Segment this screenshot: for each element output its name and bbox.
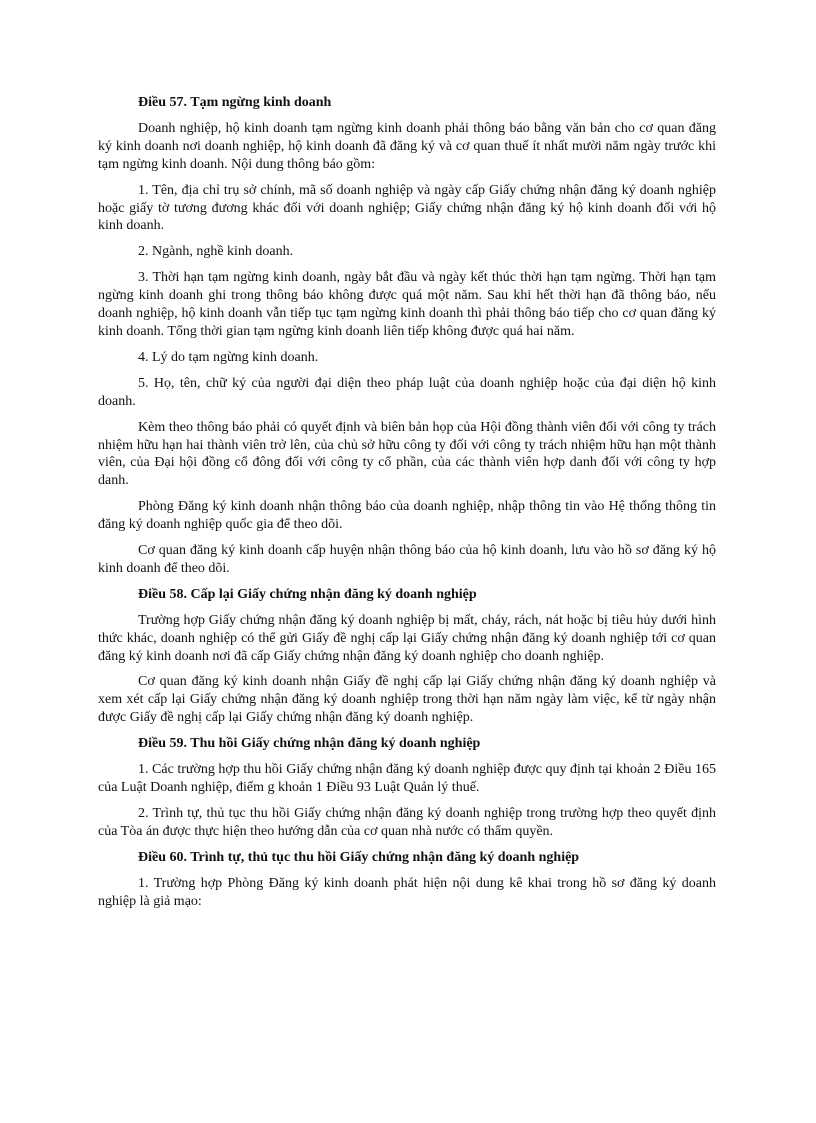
article-57-paragraph-1: Doanh nghiệp, hộ kinh doanh tạm ngừng kinh doanh phải thông báo bằng văn bản cho cơ quan đăng ký kinh doanh nơi doanh nghiệp, hộ kinh doanh đã đăng ký và cơ quan thuế ít nhất mười năm ngày trước khi tạm ngừng kinh doanh. Nội dung thông báo gồm:: [98, 120, 716, 172]
article-57-paragraph-9: Cơ quan đăng ký kinh doanh cấp huyện nhận thông báo của hộ kinh doanh, lưu vào hồ sơ đăng ký hộ kinh doanh để theo dõi.: [98, 543, 716, 576]
article-59-paragraph-2: 2. Trình tự, thủ tục thu hồi Giấy chứng nhận đăng ký doanh nghiệp trong trường hợp theo quyết định của Tòa án được thực hiện theo hướng dẫn của cơ quan nhà nước có thẩm quyền.: [98, 805, 716, 839]
article-59: [98, 735, 716, 841]
article-59-paragraph-1: 1. Các trường hợp thu hồi Giấy chứng nhận đăng ký doanh nghiệp được quy định tại khoản 2 Điều 165 của Luật Doanh nghiệp, điểm g khoản 1 Điều 93 Luật Quản lý thuế.: [98, 762, 716, 795]
article-57: [98, 94, 716, 578]
article-57-paragraph-6: 5. Họ, tên, chữ ký của người đại diện theo pháp luật của doanh nghiệp hoặc của đại diện hộ kinh doanh.: [98, 375, 716, 409]
article-57-heading: Điều 57. Tạm ngừng kinh doanh: [138, 95, 332, 110]
article-57-paragraph-3: 2. Ngành, nghề kinh doanh.: [138, 244, 294, 260]
article-57-paragraph-8: Phòng Đăng ký kinh doanh nhận thông báo của doanh nghiệp, nhập thông tin vào Hệ thống thông tin đăng ký doanh nghiệp quốc gia để theo dõi.: [98, 499, 716, 533]
article-60: [98, 849, 716, 911]
article-57-paragraph-7: Kèm theo thông báo phải có quyết định và biên bản họp của Hội đồng thành viên đối với công ty trách nhiệm hữu hạn hai thành viên trở lên, của chủ sở hữu công ty đối với công ty trách nhiệm hữu hạn một thành viên, của Đại hội đồng cổ đông đối với công ty cổ phần, của các thành viên hợp danh đối với công ty hợp danh.: [98, 419, 716, 489]
article-58-heading: Điều 58. Cấp lại Giấy chứng nhận đăng ký doanh nghiệp: [138, 586, 477, 602]
article-57-paragraph-2: 1. Tên, địa chỉ trụ sở chính, mã số doanh nghiệp và ngày cấp Giấy chứng nhận đăng ký doanh nghiệp hoặc giấy tờ tương đương khác đối với doanh nghiệp; Giấy chứng nhận đăng ký hộ kinh doanh đối với hộ kinh doanh.: [98, 182, 716, 234]
article-57-paragraph-4: 3. Thời hạn tạm ngừng kinh doanh, ngày bắt đầu và ngày kết thúc thời hạn tạm ngừng. Thời hạn tạm ngừng kinh doanh ghi trong thông báo không được quá một năm. Sau khi hết thời hạn đã thông báo, nếu doanh nghiệp, hộ kinh doanh vẫn tiếp tục tạm ngừng kinh doanh thì phải thông báo tiếp cho cơ quan đăng ký kinh doanh. Tổng thời gian tạm ngừng kinh doanh liên tiếp không được quá hai năm.: [98, 270, 716, 339]
article-60-heading: Điều 60. Trình tự, thủ tục thu hồi Giấy chứng nhận đăng ký doanh nghiệp: [138, 849, 580, 865]
article-58-paragraph-1: Trường hợp Giấy chứng nhận đăng ký doanh nghiệp bị mất, cháy, rách, nát hoặc bị tiêu hủy dưới hình thức khác, doanh nghiệp có thể gửi Giấy đề nghị cấp lại Giấy chứng nhận đăng ký doanh nghiệp tới cơ quan đăng ký kinh doanh nơi đã cấp Giấy chứng nhận đăng ký doanh nghiệp cho doanh nghiệp.: [98, 612, 716, 664]
article-58-paragraph-2: Cơ quan đăng ký kinh doanh nhận Giấy đề nghị cấp lại Giấy chứng nhận đăng ký doanh nghiệp và xem xét cấp lại Giấy chứng nhận đăng ký doanh nghiệp trong thời hạn năm ngày làm việc, kể từ ngày nhận được Giấy đề nghị cấp lại Giấy chứng nhận đăng ký doanh nghiệp.: [98, 674, 716, 726]
article-60-paragraph-1: 1. Trường hợp Phòng Đăng ký kinh doanh phát hiện nội dung kê khai trong hồ sơ đăng ký doanh nghiệp là giả mạo:: [98, 875, 716, 909]
article-57-paragraph-5: 4. Lý do tạm ngừng kinh doanh.: [138, 349, 319, 365]
article-59-heading: Điều 59. Thu hồi Giấy chứng nhận đăng ký doanh nghiệp: [138, 736, 481, 752]
document-page: [98, 94, 716, 918]
article-58: [98, 586, 716, 727]
